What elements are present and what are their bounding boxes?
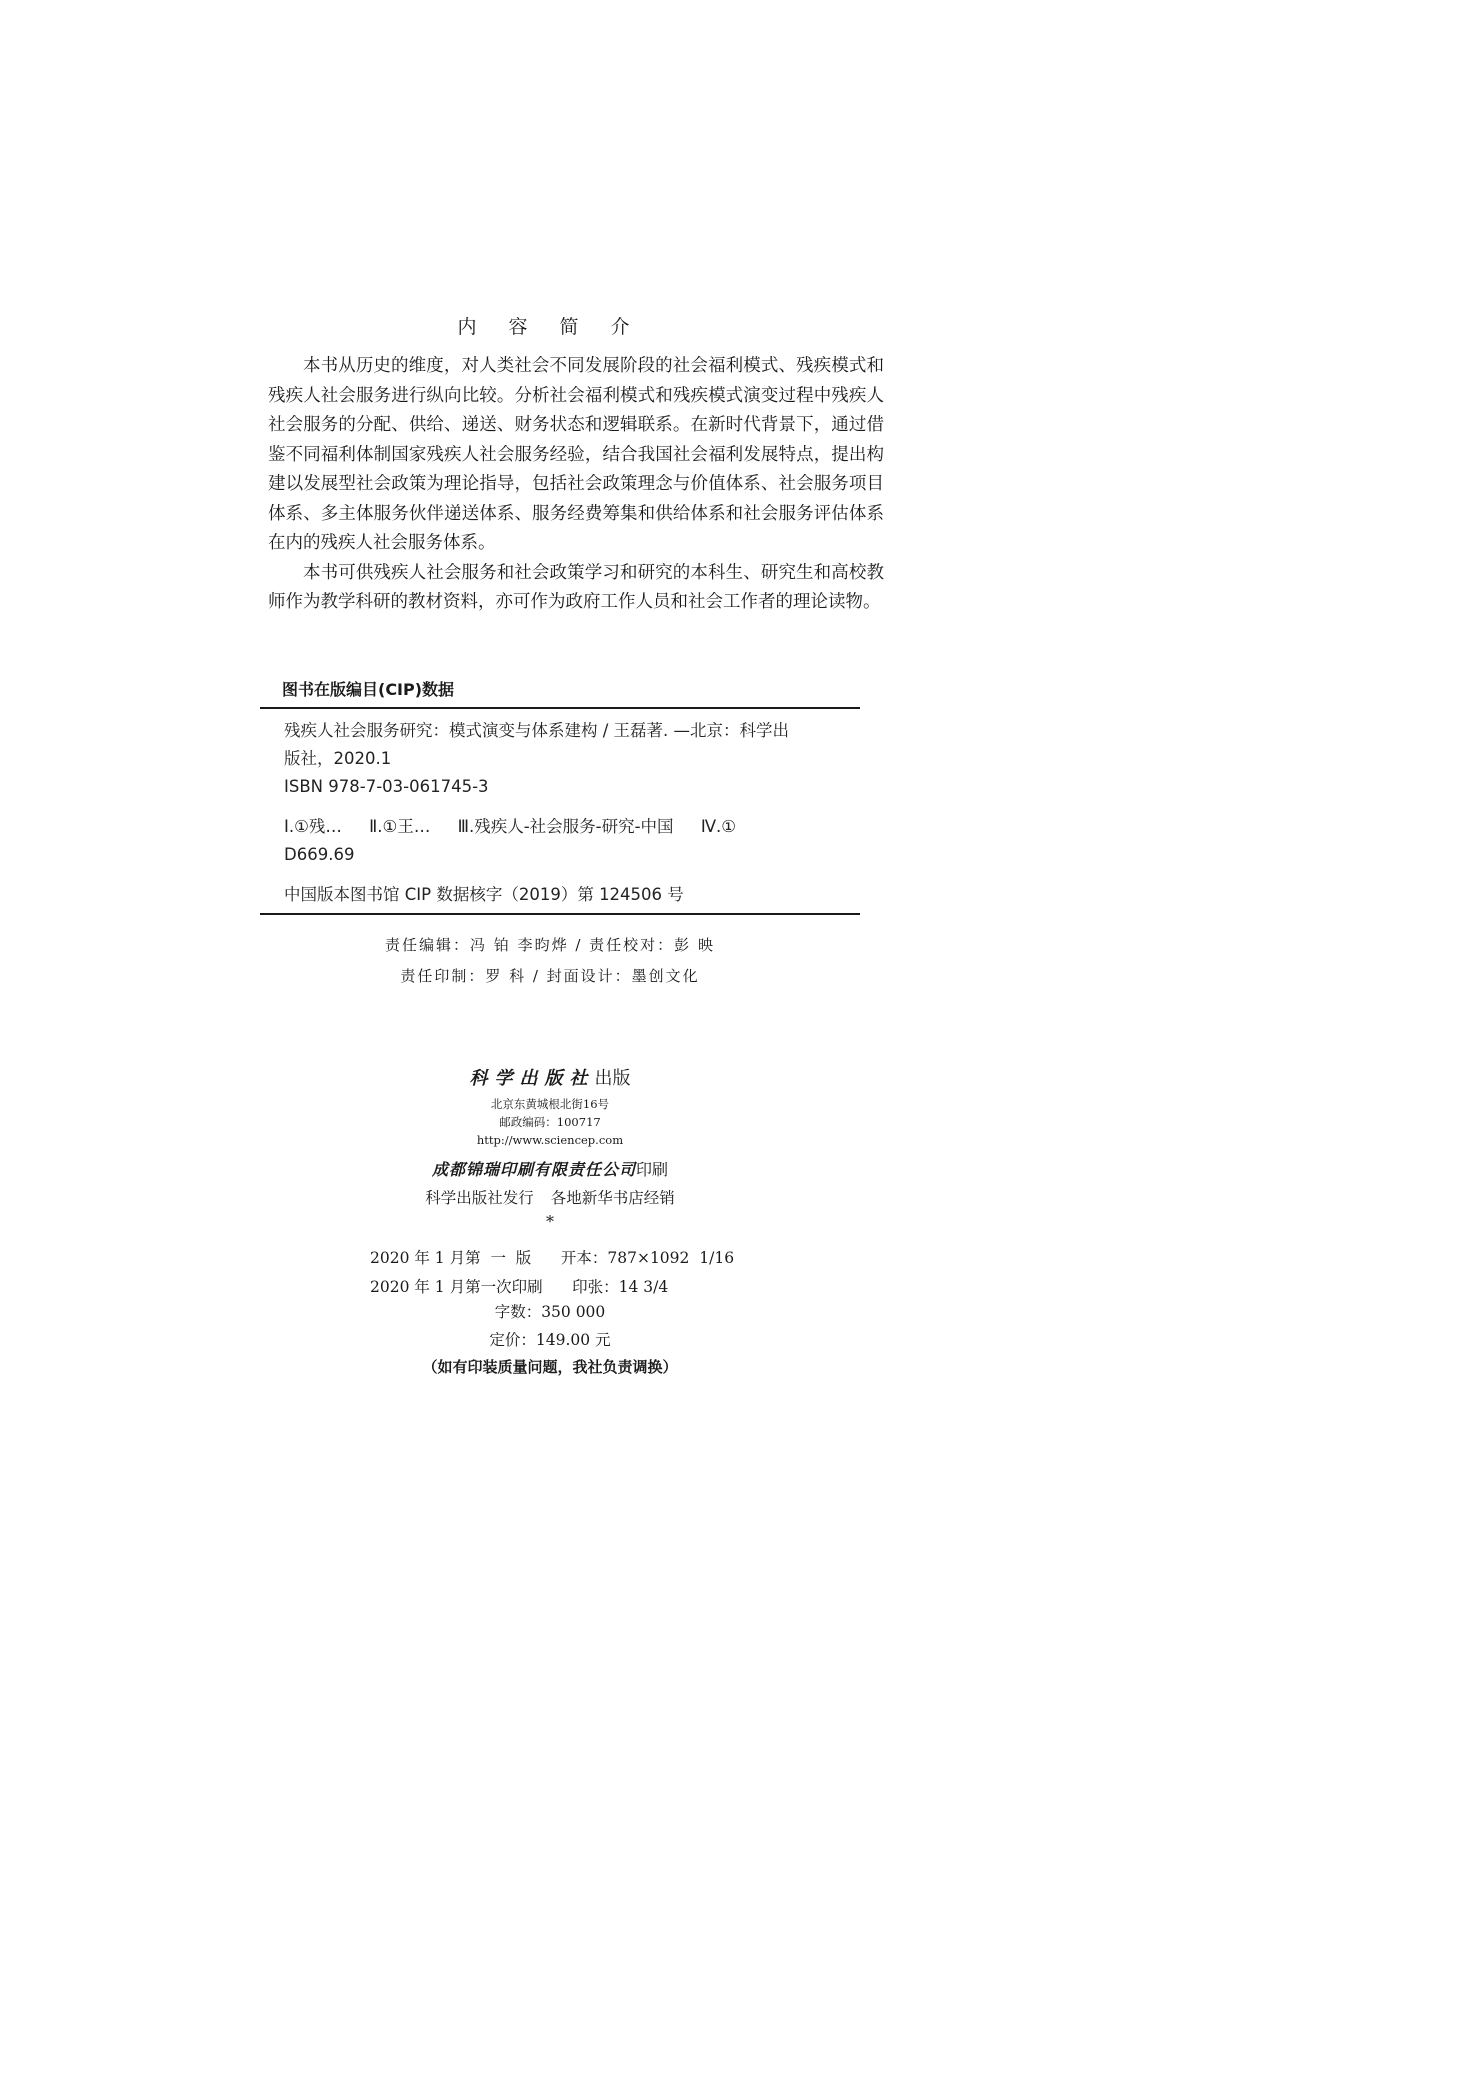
seller: 各地新华书店经销 [550, 1189, 675, 1207]
spec-row-printing [370, 1273, 734, 1302]
separator-star: * [546, 1212, 554, 1231]
cip-class-item: Ⅱ.①王… [369, 817, 431, 836]
printing: 2020 年 1 月第一次印刷 [370, 1278, 543, 1296]
cip-approval: 中国版本图书馆 CIP 数据核字（2019）第 124506 号 [284, 885, 684, 904]
printer-suffix: 印刷 [636, 1160, 669, 1179]
cip-class-item: Ⅰ.①残… [284, 817, 342, 836]
edition-specs [370, 1244, 734, 1302]
cip-body [260, 709, 860, 909]
cip-class-item: Ⅳ.① [700, 817, 737, 836]
cip-header: 图书在版编目(CIP)数据 [282, 680, 455, 699]
price: 定价：149.00 元 [489, 1331, 611, 1349]
intro-paragraph: 本书从历史的维度，对人类社会不同发展阶段的社会福利模式、残疾模式和残疾人社会服务进行纵向比较。分析社会福利模式和残疾模式演变过程中残疾人社会服务的分配、供给、递送、财务状态和逻辑联系。在新时代背景下，通过借鉴不同福利体制国家残疾人社会服务经验，结合我国社会福利发展特点，提出构建以发展型社会政策为理论指导，包括社会政策理念与价值体系、社会服务项目体系、多主体服务伙伴递送体系、服务经费筹集和供给体系和社会服务评估体系在内的残疾人社会服务体系。 [268, 356, 884, 553]
cip-entry-line: 版社，2020.1 [284, 749, 392, 768]
cip-class-item: Ⅲ.残疾人-社会服务-研究-中国 [457, 817, 674, 836]
printer-line [0, 1157, 1100, 1180]
credits-editors: 责任编辑：冯 铂 李昀烨 / 责任校对：彭 映 [385, 936, 715, 954]
spec-row-edition [370, 1244, 734, 1273]
intro-paragraph: 本书可供残疾人社会服务和社会政策学习和研究的本科生、研究生和高校教师作为教学科研的教材资料，亦可作为政府工作人员和社会工作者的理论读物。 [268, 562, 884, 612]
printer-name: 成都锦瑞印刷有限责任公司 [431, 1160, 636, 1179]
publisher-suffix: 出版 [594, 1068, 631, 1089]
format: 开本：787×1092 1/16 [560, 1249, 735, 1267]
cip-entry-line: 残疾人社会服务研究：模式演变与体系建构 / 王磊著. —北京：科学出 [284, 721, 790, 740]
word-count: 字数：350 000 [494, 1303, 606, 1321]
edition: 2020 年 1 月第 一 版 [370, 1249, 532, 1267]
distribution-line [0, 1186, 1100, 1208]
publisher-postal: 邮政编码：100717 [499, 1115, 601, 1129]
intro-body [268, 352, 884, 618]
publisher-name: 科学出版社 [469, 1068, 595, 1089]
publisher-url: http://www.sciencep.com [476, 1133, 624, 1147]
distributor: 科学出版社发行 [425, 1189, 534, 1207]
credits-production: 责任印制：罗 科 / 封面设计：墨创文化 [400, 967, 700, 985]
cip-isbn: ISBN 978-7-03-061745-3 [284, 777, 489, 796]
cip-block [260, 676, 860, 915]
cip-class-number: D669.69 [284, 845, 355, 864]
publisher-address: 北京东黄城根北街16号 [490, 1097, 610, 1111]
cip-bottom-rule [260, 913, 860, 915]
cip-classification [284, 813, 860, 841]
sheets: 印张：14 3/4 [572, 1278, 669, 1296]
publisher-line [0, 1064, 1100, 1090]
intro-title: 内 容 简 介 [457, 316, 643, 338]
quality-notice: （如有印装质量问题，我社负责调换） [422, 1358, 678, 1376]
credits [0, 930, 1100, 992]
